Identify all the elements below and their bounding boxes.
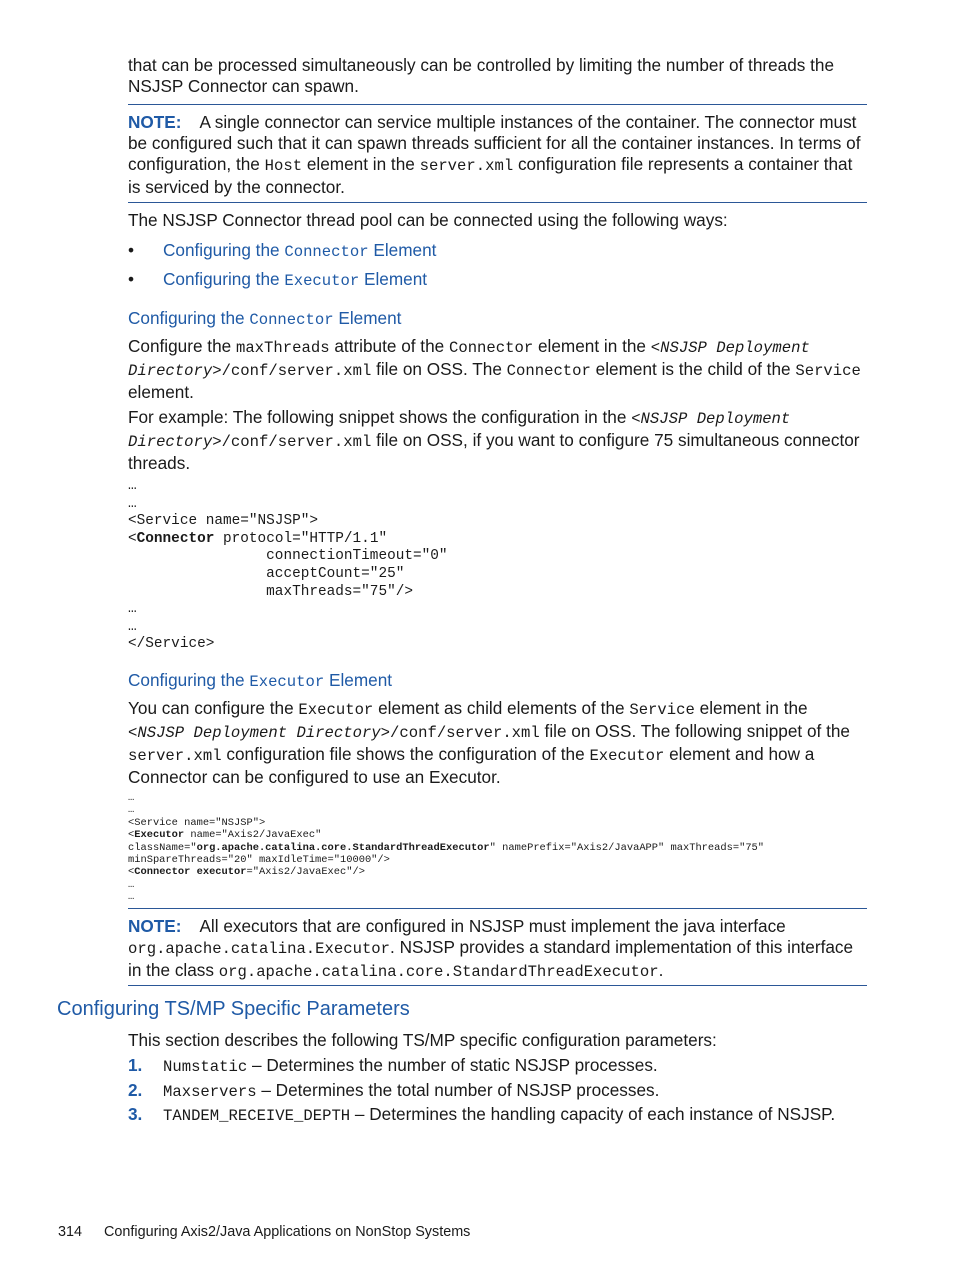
connector-paragraph-1: Configure the maxThreads attribute of the Connector element in the <NSJSP Deployment Directory>/conf/server.xml file on OSS. The Connector element is the child of the Service element. bbox=[128, 336, 861, 402]
executor-paragraph: You can configure the Executor element as child elements of the Service element in the <NSJSP Deployment Directory>/conf/server.xml file on OSS. The following snippet of the server.xml configuration file shows the configuration of the Executor element and how a Connector can be configured to use an Executor. bbox=[128, 698, 850, 787]
note-label: NOTE: bbox=[128, 112, 182, 132]
code-executor-interface: org.apache.catalina.Executor bbox=[128, 940, 391, 958]
intro-paragraph bbox=[128, 55, 868, 97]
bullet-glyph: • bbox=[128, 269, 135, 289]
tsmp-intro: This section describes the following TS/MP specific configuration parameters: bbox=[128, 1030, 717, 1050]
connector-code-snippet: … … <Service name="NSJSP"> <Connector protocol="HTTP/1.1" connectionTimeout="0" acceptCount="25" maxThreads="75"/> … … </Service> bbox=[128, 478, 448, 653]
pool-text: The NSJSP Connector thread pool can be connected using the following ways: bbox=[128, 210, 728, 230]
note-bottom-rule bbox=[128, 202, 867, 203]
note-bottom-rule bbox=[128, 985, 867, 986]
intro-text: that can be processed simultaneously can be controlled by limiting the number of threads the NSJSP Connector can spawn. bbox=[128, 55, 835, 96]
note-top-rule bbox=[128, 104, 867, 105]
page-number: 314 bbox=[58, 1224, 83, 1240]
connector-heading: Configuring the Connector Element bbox=[128, 308, 402, 329]
link-configuring-executor[interactable]: Configuring the Executor Element bbox=[163, 269, 428, 290]
executor-heading: Configuring the Executor Element bbox=[128, 670, 393, 691]
page-footer bbox=[58, 1222, 470, 1243]
connector-paragraph-2: For example: The following snippet shows the configuration in the <NSJSP Deployment Directory>/conf/server.xml file on OSS, if you want to configure 75 simultaneous connector threads. bbox=[128, 407, 860, 473]
code-server-xml: server.xml bbox=[419, 157, 514, 175]
executor-code-snippet: … … <Service name="NSJSP"> <Executor name="Axis2/JavaExec" className="org.apache.catalina.core.StandardThreadExecutor" namePrefix="Axis2/JavaAPP" maxThreads="75" minSpareThreads="20" maxIdleTime="10000"/> <Connector executor="Axis2/JavaExec"/> … … bbox=[128, 792, 765, 904]
note-label: NOTE: bbox=[128, 916, 182, 936]
section-heading-tsmp: Configuring TS/MP Specific Parameters bbox=[57, 998, 410, 1020]
bullet-glyph: • bbox=[128, 240, 135, 260]
pool-paragraph bbox=[128, 210, 868, 231]
note-1: NOTE: A single connector can service multiple instances of the container. The connector must be configured such that it can spawn threads sufficient for all the container instances. In terms of configuration, the Host element in the server.xml configuration file represents a container that is serviced by the connector. bbox=[128, 112, 861, 197]
code-standard-executor: org.apache.catalina.core.StandardThreadExecutor bbox=[218, 963, 659, 981]
footer-title: Configuring Axis2/Java Applications on NonStop Systems bbox=[104, 1224, 471, 1240]
code-host: Host bbox=[264, 157, 303, 175]
note-2: NOTE: All executors that are configured in NSJSP must implement the java interface org.apache.catalina.Executor. NSJSP provides a standard implementation of this interface in the class org.apache.catalina.core.StandardThreadExecutor. bbox=[128, 916, 854, 981]
note-top-rule bbox=[128, 908, 867, 909]
link-configuring-connector[interactable]: Configuring the Connector Element bbox=[163, 240, 437, 261]
